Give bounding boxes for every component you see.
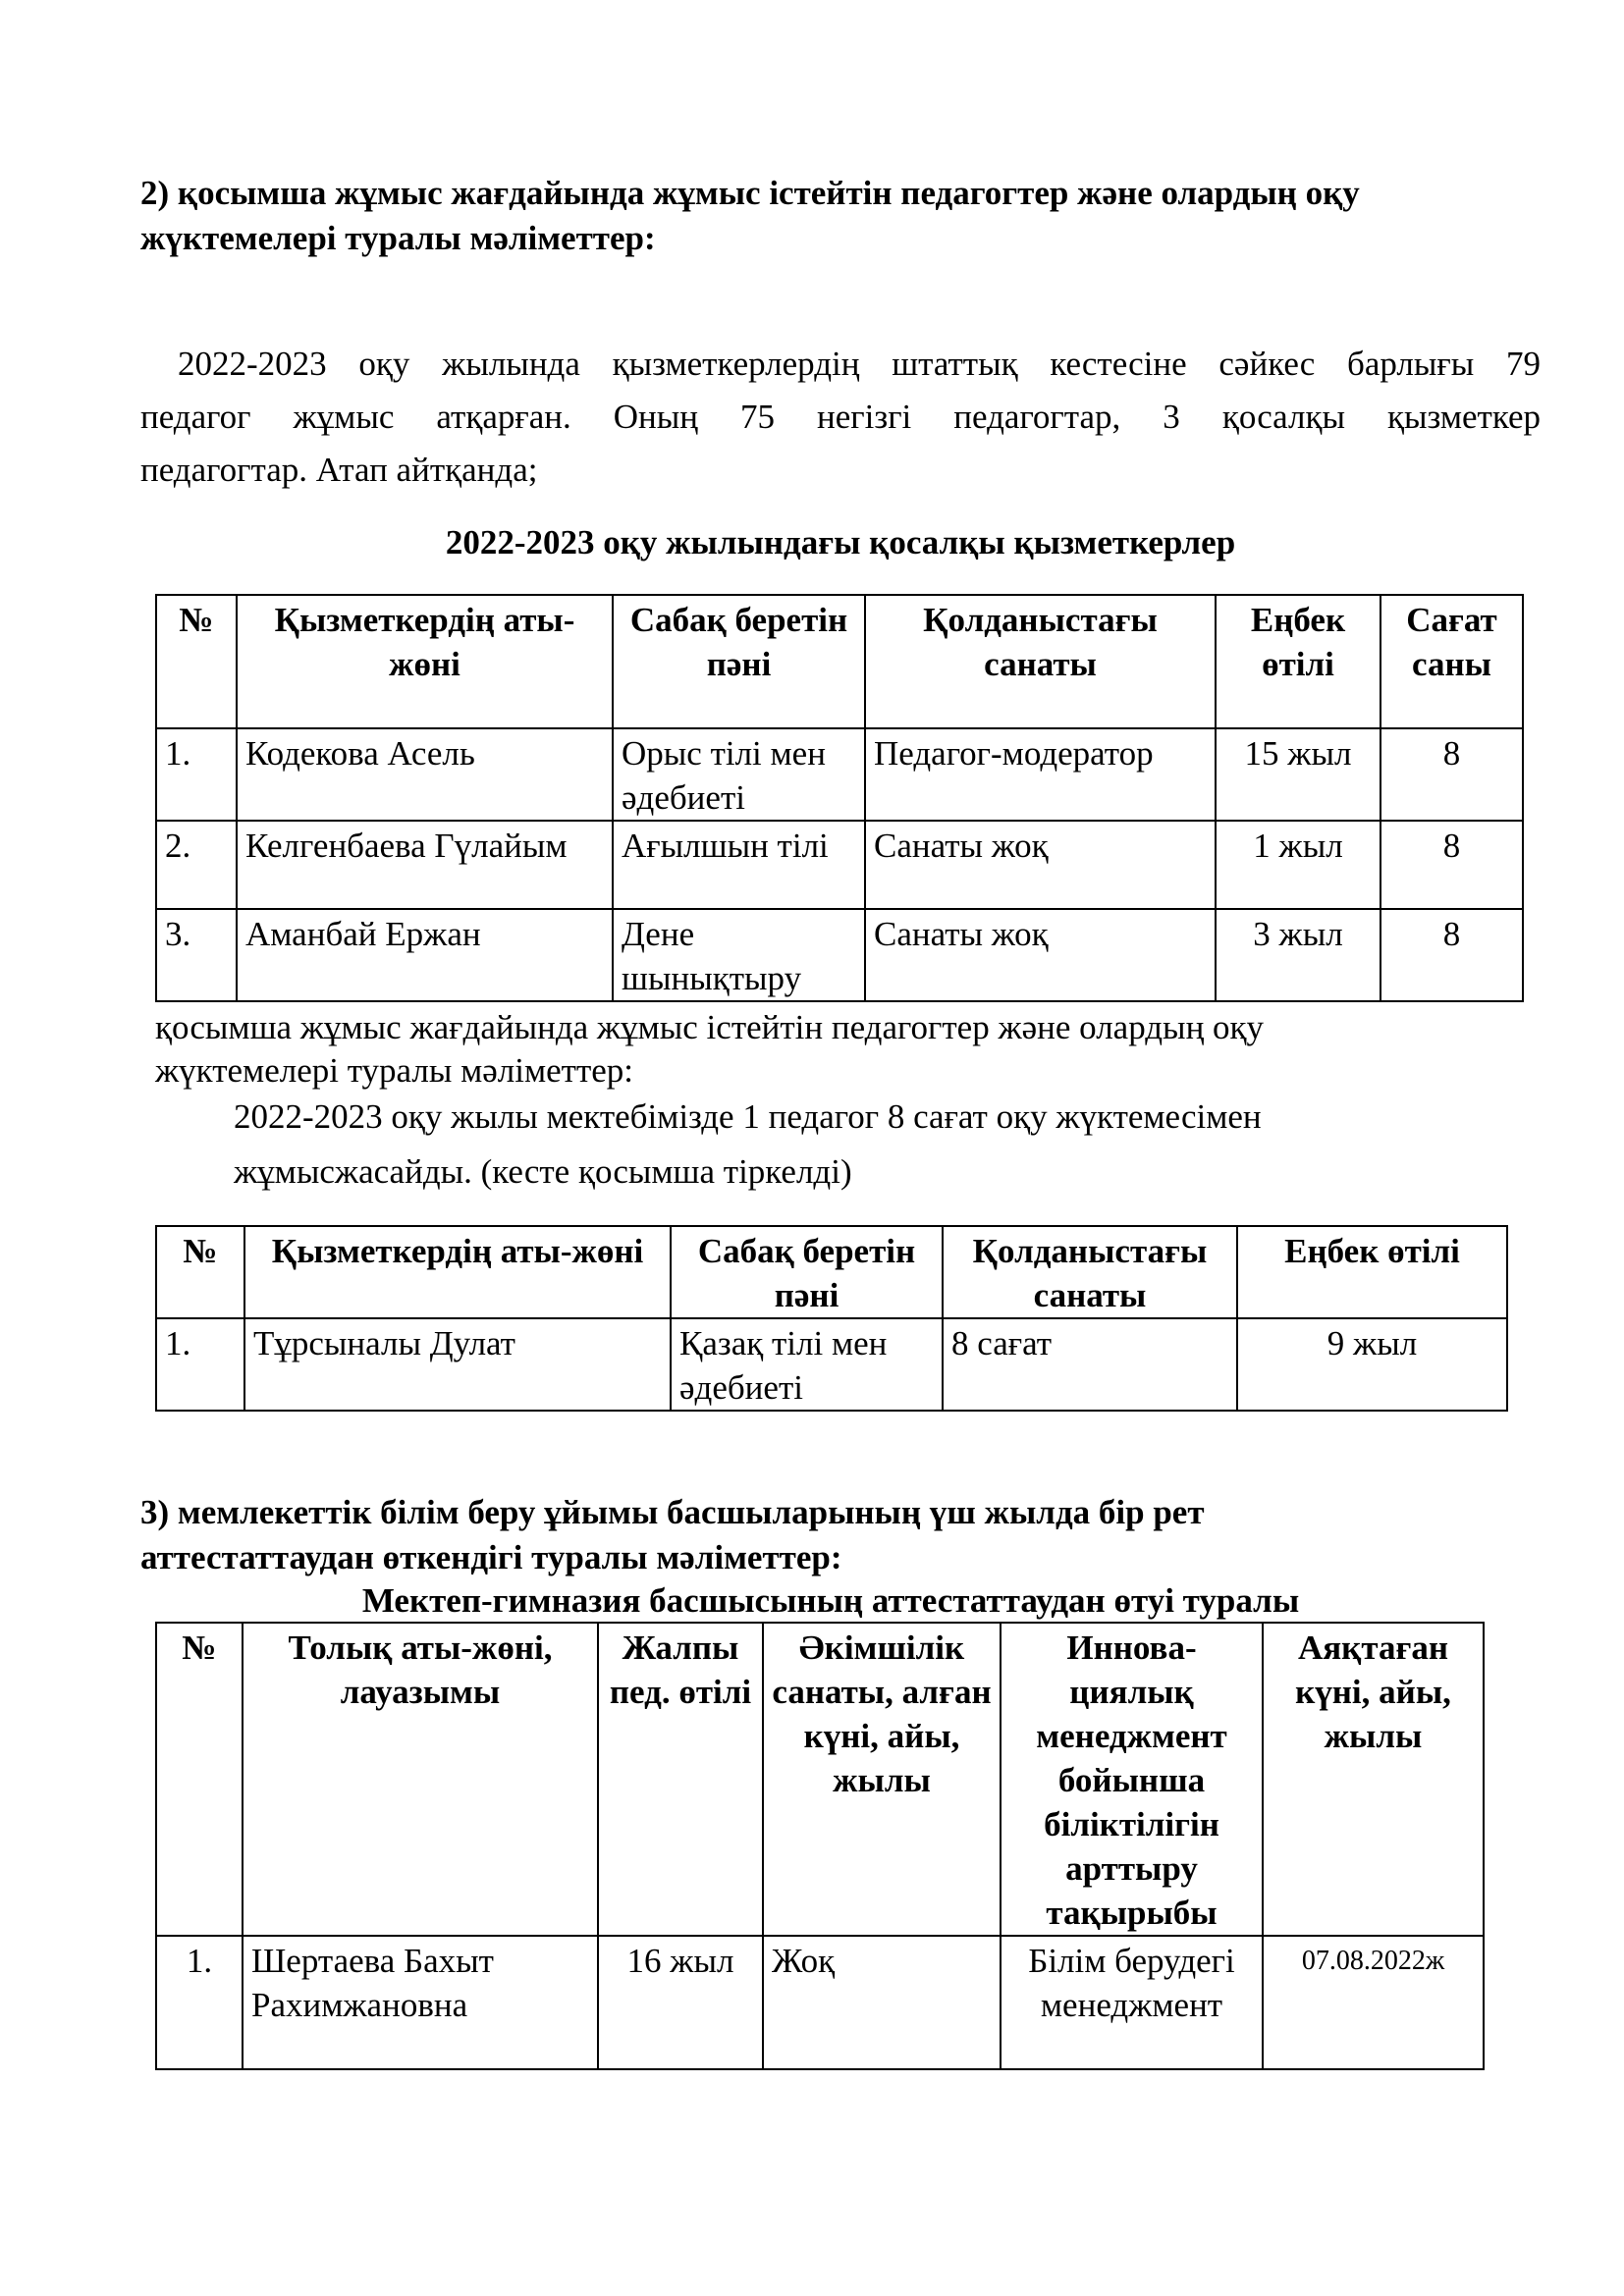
- table2-header: Қолданыстағы санаты: [943, 1226, 1237, 1318]
- middle-text-indented: [234, 1090, 1530, 1200]
- table-cell: 3.: [156, 909, 237, 1001]
- section2-heading: [140, 171, 1535, 261]
- table-cell: 8: [1380, 728, 1523, 821]
- table-cell: Жоқ: [763, 1936, 1001, 2069]
- middle-text: [155, 1006, 1530, 1093]
- table-cell: 15 жыл: [1216, 728, 1380, 821]
- section2-paragraph: [140, 338, 1541, 497]
- table-cell: 8 сағат: [943, 1318, 1237, 1411]
- table1-title: 2022-2023 оқу жылындағы қосалқы қызметкерлер: [445, 523, 1236, 561]
- para-line2: педагог жұмыс атқарған. Оның 75 негізгі педагогтар, 3 қосалқы қызметкер: [140, 398, 1541, 436]
- middle-line1: қосымша жұмыс жағдайында жұмыс істейтін педагогтер және олардың оқу: [155, 1008, 1265, 1046]
- table1-header: Қызметкердің аты-жөні: [237, 595, 613, 728]
- table-row: [156, 1936, 1484, 2069]
- table3-title: Мектеп-гимназия басшысының аттестаттаудан өтуі туралы: [361, 1581, 1300, 1620]
- middle-line2: жүктемелері туралы мәліметтер:: [155, 1051, 634, 1090]
- table2-header: №: [156, 1226, 244, 1318]
- table-cell: Келгенбаева Гүлайым: [237, 821, 613, 909]
- table-cell: Тұрсыналы Дулат: [244, 1318, 671, 1411]
- table2-header: Еңбек өтілі: [1237, 1226, 1507, 1318]
- table-cell: Орыс тілі мен әдебиеті: [613, 728, 865, 821]
- table-cell: Қазақ тілі мен әдебиеті: [671, 1318, 943, 1411]
- table-cell: 07.08.2022ж: [1263, 1936, 1484, 2069]
- table3-header: Жалпы пед. өтілі: [598, 1623, 763, 1936]
- section3-heading: [140, 1490, 1535, 1580]
- table1: [155, 594, 1524, 1002]
- middle-line4: жұмысжасайды. (кесте қосымша тіркелді): [234, 1152, 852, 1191]
- section3-heading-line2: аттестаттаудан өткендігі туралы мәліметтер:: [140, 1538, 842, 1576]
- table-cell: 1.: [156, 1936, 243, 2069]
- table-cell: Кодекова Асель: [237, 728, 613, 821]
- table-cell: Ағылшын тілі: [613, 821, 865, 909]
- table-cell: Білім берудегі менеджмент: [1001, 1936, 1263, 2069]
- table3-header: Әкімшілік санаты, алған күні, айы, жылы: [763, 1623, 1001, 1936]
- table-cell: Аманбай Ержан: [237, 909, 613, 1001]
- table-cell: 2.: [156, 821, 237, 909]
- table-row: [156, 728, 1523, 821]
- table-cell: 9 жыл: [1237, 1318, 1507, 1411]
- table-cell: Шертаева Бахыт Рахимжановна: [243, 1936, 598, 2069]
- table-cell: Санаты жоқ: [865, 821, 1216, 909]
- table2-header-row: [156, 1226, 1507, 1318]
- table-cell: Дене шынықтыру: [613, 909, 865, 1001]
- table1-header: №: [156, 595, 237, 728]
- table3: [155, 1622, 1485, 2070]
- table1-header: Еңбек өтілі: [1216, 595, 1380, 728]
- table3-header: Аяқтаған күні, айы, жылы: [1263, 1623, 1484, 1936]
- table-cell: Педагог-модератор: [865, 728, 1216, 821]
- table1-header: Сағат саны: [1380, 595, 1523, 728]
- section2-heading-line1: 2) қосымша жұмыс жағдайында жұмыс істейтін педагогтер және олардың оқу: [140, 174, 1360, 212]
- table-cell: 3 жыл: [1216, 909, 1380, 1001]
- table-cell: Санаты жоқ: [865, 909, 1216, 1001]
- table3-header-row: [156, 1623, 1484, 1936]
- table1-header: Қолданыстағы санаты: [865, 595, 1216, 728]
- table1-header: Сабақ беретін пәні: [613, 595, 865, 728]
- table-cell: 16 жыл: [598, 1936, 763, 2069]
- table-row: [156, 1318, 1507, 1411]
- section2-heading-line2: жүктемелері туралы мәліметтер:: [140, 219, 656, 257]
- table-cell: 1 жыл: [1216, 821, 1380, 909]
- table2: [155, 1225, 1508, 1412]
- table-cell: 8: [1380, 821, 1523, 909]
- table-cell: 1.: [156, 728, 237, 821]
- table-row: [156, 909, 1523, 1001]
- table3-header: Иннова-циялық менеджмент бойынша біліктілігін арттыру тақырыбы: [1001, 1623, 1263, 1936]
- para-line1: 2022-2023 оқу жылында қызметкерлердің штаттық кестесіне сәйкес барлығы 79: [178, 345, 1541, 383]
- table1-header-row: [156, 595, 1523, 728]
- table-row: [156, 821, 1523, 909]
- table3-header: №: [156, 1623, 243, 1936]
- table-cell: 1.: [156, 1318, 244, 1411]
- table2-header: Сабақ беретін пәні: [671, 1226, 943, 1318]
- section3-heading-line1: 3) мемлекеттік білім беру ұйымы басшыларының үш жылда бір рет: [140, 1493, 1205, 1531]
- table2-header: Қызметкердің аты-жөні: [244, 1226, 671, 1318]
- table-cell: 8: [1380, 909, 1523, 1001]
- table3-header: Толық аты-жөні, лауазымы: [243, 1623, 598, 1936]
- para-line3: педагогтар. Атап айтқанда;: [140, 451, 538, 489]
- middle-line3: 2022-2023 оқу жылы мектебімізде 1 педагог 8 сағат оқу жүктемесімен: [234, 1097, 1262, 1136]
